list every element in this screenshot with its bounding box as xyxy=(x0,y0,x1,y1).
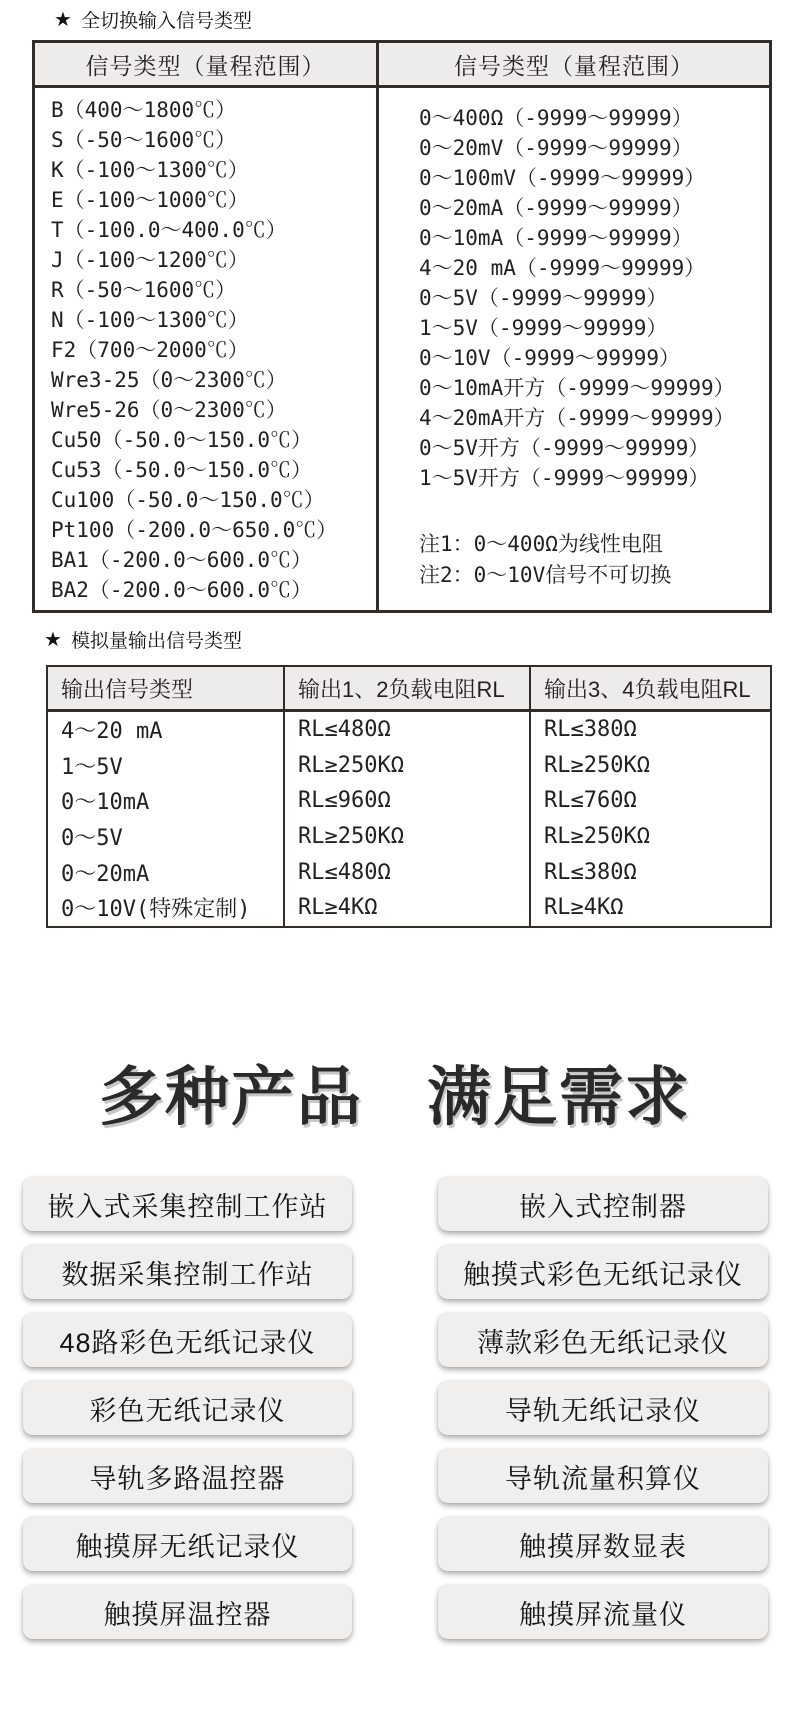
product-button[interactable]: 嵌入式采集控制工作站 xyxy=(23,1177,352,1231)
signal-type-entry: 4～20 mA（-9999～99999） xyxy=(419,256,706,280)
table-row xyxy=(48,890,770,926)
product-button[interactable]: 48路彩色无纸记录仪 xyxy=(23,1313,352,1367)
product-button[interactable]: 彩色无纸记录仪 xyxy=(23,1381,352,1435)
signal-type-entry: E（-100～1000℃） xyxy=(51,188,249,212)
signal-type-entry: 0～20mA（-9999～99999） xyxy=(419,196,693,220)
signal-type-entry: 0～10mA开方（-9999～99999） xyxy=(419,376,735,400)
table-cell: RL≤960Ω xyxy=(285,783,531,819)
section-title-text: 模拟量输出信号类型 xyxy=(70,631,242,652)
product-button[interactable]: 触摸屏流量仪 xyxy=(438,1585,768,1639)
product-button[interactable]: 触摸屏无纸记录仪 xyxy=(23,1517,352,1571)
table-row xyxy=(48,854,770,890)
product-button[interactable]: 导轨无纸记录仪 xyxy=(438,1381,768,1435)
table-cell: RL≤480Ω xyxy=(285,854,531,890)
table-cell: RL≥250KΩ xyxy=(544,824,650,850)
product-button[interactable]: 薄款彩色无纸记录仪 xyxy=(438,1313,768,1367)
product-button[interactable]: 嵌入式控制器 xyxy=(438,1177,768,1231)
table-cell: RL≥250KΩ xyxy=(285,819,531,855)
input-signal-table xyxy=(32,40,772,613)
output-table-header-col1: 输出信号类型 xyxy=(48,667,285,709)
product-column-left xyxy=(23,1177,352,1639)
signal-type-entry: S（-50～1600℃） xyxy=(51,128,237,152)
table-cell: RL≥250KΩ xyxy=(285,748,531,784)
product-button[interactable]: 触摸屏温控器 xyxy=(23,1585,352,1639)
banner-word-left: 多种产品 xyxy=(99,1061,363,1133)
signal-type-entry: N（-100～1300℃） xyxy=(51,308,249,332)
star-icon: ★ xyxy=(44,628,62,651)
signal-type-entry: 0～10V（-9999～99999） xyxy=(419,346,681,370)
table-row xyxy=(48,712,770,748)
input-table-header-col2: 信号类型（量程范围） xyxy=(454,52,694,79)
signal-type-entry: F2（700～2000℃） xyxy=(51,338,249,362)
table-cell: RL≥4KΩ xyxy=(544,895,624,921)
product-button[interactable]: 触摸式彩色无纸记录仪 xyxy=(438,1245,768,1299)
table-cell: RL≥250KΩ xyxy=(544,752,650,778)
signal-type-entry: BA1（-200.0～600.0℃） xyxy=(51,548,313,572)
input-table-linear-list xyxy=(379,88,769,610)
signal-type-entry: Cu53（-50.0～150.0℃） xyxy=(51,458,313,482)
table-cell: RL≤480Ω xyxy=(285,712,531,748)
signal-type-entry: 0～100mV（-9999～99999） xyxy=(419,166,706,190)
input-table-body xyxy=(35,88,769,610)
input-signal-section-title xyxy=(54,6,252,33)
signal-type-entry: 0～5V（-9999～99999） xyxy=(419,286,668,310)
product-button[interactable]: 数据采集控制工作站 xyxy=(23,1245,352,1299)
signal-type-entry: K（-100～1300℃） xyxy=(51,158,249,182)
signal-type-entry: BA2（-200.0～600.0℃） xyxy=(51,578,313,602)
output-signal-table xyxy=(46,665,772,928)
signal-type-entry: 1～5V开方（-9999～99999） xyxy=(419,466,710,490)
signal-type-entry: R（-50～1600℃） xyxy=(51,278,237,302)
signal-type-entry: Wre5-26（0～2300℃） xyxy=(51,398,287,422)
signal-type-entry: T（-100.0～400.0℃） xyxy=(51,218,287,242)
section-title-text: 全切换输入信号类型 xyxy=(80,11,252,32)
table-cell: 1～5V xyxy=(48,748,285,784)
signal-type-entry: 0～20mV（-9999～99999） xyxy=(419,136,693,160)
product-button[interactable]: 导轨多路温控器 xyxy=(23,1449,352,1503)
table-note: 注1：0～400Ω为线性电阻 xyxy=(419,532,663,556)
table-cell: RL≤380Ω xyxy=(544,717,637,743)
banner-word-right: 满足需求 xyxy=(427,1061,691,1133)
signal-type-entry: 0～10mA（-9999～99999） xyxy=(419,226,693,250)
table-row xyxy=(48,819,770,855)
signal-type-entry: 4～20mA开方（-9999～99999） xyxy=(419,406,735,430)
table-cell: RL≥4KΩ xyxy=(285,890,531,926)
signal-type-entry: 1～5V（-9999～99999） xyxy=(419,316,668,340)
table-cell: RL≤380Ω xyxy=(544,859,637,885)
banner-title xyxy=(0,1046,790,1138)
input-table-thermocouple-list xyxy=(35,88,379,610)
table-cell: 0～5V xyxy=(48,819,285,855)
output-signal-section-title xyxy=(44,626,242,653)
signal-type-entry: Wre3-25（0～2300℃） xyxy=(51,368,287,392)
signal-type-entry: Pt100（-200.0～650.0℃） xyxy=(51,518,338,542)
signal-type-entry: B（400～1800℃） xyxy=(51,98,237,122)
table-note: 注2：0～10V信号不可切换 xyxy=(419,563,672,587)
signal-type-entry: 0～400Ω（-9999～99999） xyxy=(419,106,693,130)
input-table-header-col1: 信号类型（量程范围） xyxy=(35,43,379,85)
table-cell: 0～10V(特殊定制) xyxy=(48,890,285,926)
table-cell: 0～10mA xyxy=(48,783,285,819)
signal-type-entry: Cu50（-50.0～150.0℃） xyxy=(51,428,313,452)
output-table-header-row xyxy=(48,667,770,712)
linear-signal-list xyxy=(419,103,769,493)
table-row xyxy=(48,748,770,784)
product-column-right xyxy=(438,1177,768,1639)
input-table-notes xyxy=(419,529,769,591)
output-table-header-col2: 输出1、2负载电阻RL xyxy=(285,667,531,709)
table-row xyxy=(48,783,770,819)
output-table-rows xyxy=(48,712,770,926)
signal-type-entry: 0～5V开方（-9999～99999） xyxy=(419,436,710,460)
input-table-header-row xyxy=(35,43,769,88)
signal-type-entry: Cu100（-50.0～150.0℃） xyxy=(51,488,325,512)
star-icon: ★ xyxy=(54,8,72,31)
signal-type-entry: J（-100～1200℃） xyxy=(51,248,249,272)
output-table-header-col3: 输出3、4负载电阻RL xyxy=(544,676,751,702)
product-button[interactable]: 触摸屏数显表 xyxy=(438,1517,768,1571)
table-cell: 0～20mA xyxy=(48,854,285,890)
product-button[interactable]: 导轨流量积算仪 xyxy=(438,1449,768,1503)
table-cell: RL≤760Ω xyxy=(544,788,637,814)
table-cell: 4～20 mA xyxy=(48,712,285,748)
